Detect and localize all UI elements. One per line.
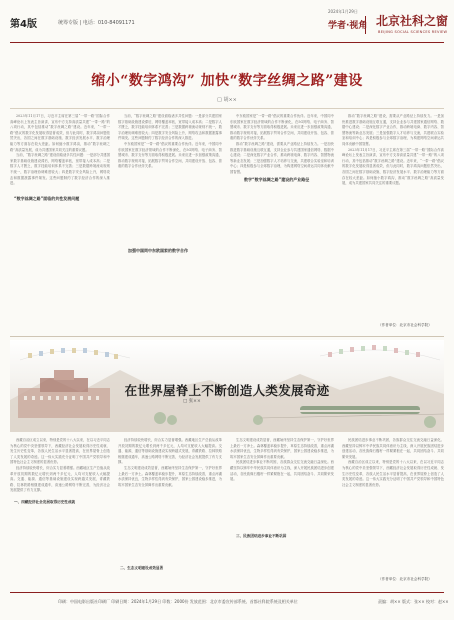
article2-author-note: （作者单位：北京市社会科学院） bbox=[378, 577, 432, 581]
footer-print-info: 印刷：中国电影出版社印刷厂 印刷日期：2024年1月29日 印数：2000份 发放范围：北京市委宣传部系统、首都社科院系统及相关单位 bbox=[58, 599, 298, 604]
article1-subhead-3: 数字“数字丝绸之路”建设的产业路径 bbox=[244, 177, 310, 182]
article2-column-2: 经济持续较快增长，综合实力显著增强。西藏地区生产总值从改革开放初期的数亿元增长到两千多亿元，人均可支配收入大幅提高。交通、能源、通信等基础设施建设实现跨越式发展，青藏铁路、拉林铁路相继建成通车，高速公路网络不断完善，为经济社会发展提供了有力支撑。 生态文明建设成效显著，西藏始终坚持生态保护第一，守护好世界上最后一方净土。森林覆盖率稳步提升，草原生态持续改善，重点河湖水质保持优良，生物多样性得到有效保护，国家公园建设稳步推进，为筑牢国家生态安全屏障作出重要贡献。 bbox=[118, 438, 222, 487]
section-name: 学者·视角 bbox=[328, 21, 368, 31]
masthead bbox=[10, 6, 449, 43]
article1-column-4: 推动“数字丝绸之路”建设，需要从产业路径上持续发力。一是加快推进数字基础设施互联互通，支持企业参与共建国家通信网络、数据中心建设；二是深化数字产业合作，推动跨境电商、数字内容、智慧物流等新业态发展；三是加强数字人才培养与交流，共建联合实验室和培训中心；四是积极参与全球数字治理，为构建网络空间命运共同体贡献中国智慧。 2023年11月17日，习近平主席在第三届“一带一路”国际合作高峰论坛上发表主旨演讲，宣布中方支持高质量共建“一带一路”的八项行动，其中包括推动“数字丝绸之路”建设。近年来，“一带一路”倡议的数字化发展取得显著成效，但与此同时，数字鸿沟问题依然突出，各国之间在数字基础设施、数字经济发展水平、数字治理能力等方面存在较大差距。如何缩小数字鸿沟，推动“数字丝绸之路”高质量发展，成为共建国家共同关注的重要议题。 bbox=[342, 114, 444, 186]
edition-meta: 统筹专版 | 电话：010-84091171 bbox=[58, 20, 135, 26]
article1-column-2: 当前，“数字丝绸之路”建设面临诸多共性问题：一是部分共建国家数字基础设施建设滞后，网络覆盖率低，宽带接入成本高；二是数字人才匮乏，数字技能培训体系不完善；三是数据跨境流动规则不统一，数字治理协调难度较大；四是数字安全风险上升，网络攻击和数据泄露事件频发。这些问题制约了数字经济合作的深入推进。 中东欧国家是“一带一路”倡议的重要合作伙伴。近年来，中国同中东欧国家在数字经济领域的合作不断深化，在5G网络、电子商务、智慧城市、数字支付等方面取得积极进展。未来应进一步加强政策沟通，推动数字规则对接，拓展数字贸易合作空间，共同建设开放、包容、普惠的数字合作伙伴关系。 bbox=[118, 114, 222, 169]
article2-subhead-3: 三、民族团结进步事业不断巩固 bbox=[236, 534, 287, 538]
article1-subhead-2: 加强中国同中东欧国家的数字合作 bbox=[128, 248, 188, 253]
article1-subhead-1: “数字丝绸之路”面临的共性发展问题 bbox=[14, 196, 80, 201]
article1-author-note: （作者单位：北京市社会科学院） bbox=[378, 323, 432, 327]
section-divider bbox=[10, 336, 444, 337]
article1-column-1: 2023年11月17日，习近平主席在第三届“一带一路”国际合作高峰论坛上发表主旨演讲，宣布中方支持高质量共建“一带一路”的八项行动，其中包括推动“数字丝绸之路”建设。近年来，“一带一路”倡议的数字化发展取得显著成效，但与此同时，数字鸿沟问题依然突出，各国之间在数字基础设施、数字经济发展水平、数字治理能力等方面存在较大差距。如何缩小数字鸿沟，推动“数字丝绸之路”高质量发展，成为共建国家共同关注的重要议题。 当前，“数字丝绸之路”建设面临诸多共性问题：一是部分共建国家数字基础设施建设滞后，网络覆盖率低，宽带接入成本高；二是数字人才匮乏，数字技能培训体系不完善；三是数据跨境流动规则不统一，数字治理协调难度较大；四是数字安全风险上升，网络攻击和数据泄露事件频发。这些问题制约了数字经济合作的深入推进。 bbox=[10, 114, 110, 186]
paper-name-en: BEIJING SOCIAL SCIENCES REVIEW bbox=[378, 30, 448, 34]
article1-column-3: 中东欧国家是“一带一路”倡议的重要合作伙伴。近年来，中国同中东欧国家在数字经济领域的合作不断深化，在5G网络、电子商务、智慧城市、数字支付等方面取得积极进展。未来应进一步加强政策沟通，推动数字规则对接，拓展数字贸易合作空间，共同建设开放、包容、普惠的数字合作伙伴关系。 推动“数字丝绸之路”建设，需要从产业路径上持续发力。一是加快推进数字基础设施互联互通，支持企业参与共建国家通信网络、数据中心建设；二是深化数字产业合作，推动跨境电商、数字内容、智慧物流等新业态发展；三是加强数字人才培养与交流，共建联合实验室和培训中心；四是积极参与全球数字治理，为构建网络空间命运共同体贡献中国智慧。 bbox=[230, 114, 334, 174]
article2-subhead-1: 一、西藏经济社会发展取得历史性成就 bbox=[14, 500, 76, 504]
article1-rule bbox=[10, 108, 444, 109]
footer bbox=[10, 592, 449, 604]
article2-column-1: 西藏自治区成立以来，特别是党的十八大以来，在以习近平同志为核心的党中央坚强领导下，西藏经济社会发展取得历史性成就、发生历史性变革，各族人民生活水平显著提高，在世界屋脊上创造了人类发展的奇迹。这一伟大实践充分证明了中国共产党领导和中国特色社会主义制度的显著优势。 经济持续较快增长，综合实力显著增强。西藏地区生产总值从改革开放初期的数亿元增长到两千多亿元，人均可支配收入大幅提高。交通、能源、通信等基础设施建设实现跨越式发展，青藏铁路、拉林铁路相继建成通车，高速公路网络不断完善，为经济社会发展提供了有力支撑。 bbox=[10, 438, 110, 493]
article2-column-3: 生态文明建设成效显著，西藏始终坚持生态保护第一，守护好世界上最后一方净土。森林覆盖率稳步提升，草原生态持续改善，重点河湖水质保持优良，生物多样性得到有效保护，国家公园建设稳步推进，为筑牢国家生态安全屏障作出重要贡献。 民族团结进步事业不断巩固，各族群众交往交流交融日益深化。西藏坚持以铸牢中华民族共同体意识为主线，深入开展民族团结进步创建活动，各民族像石榴籽一样紧紧抱在一起，共同团结奋斗、共同繁荣发展。 bbox=[230, 438, 334, 482]
article1-title: 缩小“数字鸿沟” 加快“数字丝绸之路”建设 bbox=[91, 73, 363, 89]
article2-column-4: 民族团结进步事业不断巩固，各族群众交往交流交融日益深化。西藏坚持以铸牢中华民族共同体意识为主线，深入开展民族团结进步创建活动，各民族像石榴籽一样紧紧抱在一起，共同团结奋斗、共同繁荣发展。 西藏自治区成立以来，特别是党的十八大以来，在以习近平同志为核心的党中央坚强领导下，西藏经济社会发展取得历史性成就、发生历史性变革，各族人民生活水平显著提高，在世界屋脊上创造了人类发展的奇迹。这一伟大实践充分证明了中国共产党领导和中国特色社会主义制度的显著优势。 bbox=[342, 438, 444, 487]
paper-name: 北京社科之窗 bbox=[376, 14, 449, 28]
article2-subhead-2: 二、生态文明建设成效显著 bbox=[120, 566, 164, 570]
footer-editors: 责编：胡×× 版式：张×× 校对：赵×× bbox=[378, 599, 449, 604]
article2-title: 在世界屋脊上不断创造人类发展奇迹 bbox=[124, 383, 330, 398]
edition-number: 第4版 bbox=[10, 19, 37, 30]
issue-date: 2024年1月29日 bbox=[328, 9, 358, 14]
article2-author: □ 张×× bbox=[183, 399, 201, 404]
article1-author: □ 胡×× bbox=[217, 97, 237, 103]
